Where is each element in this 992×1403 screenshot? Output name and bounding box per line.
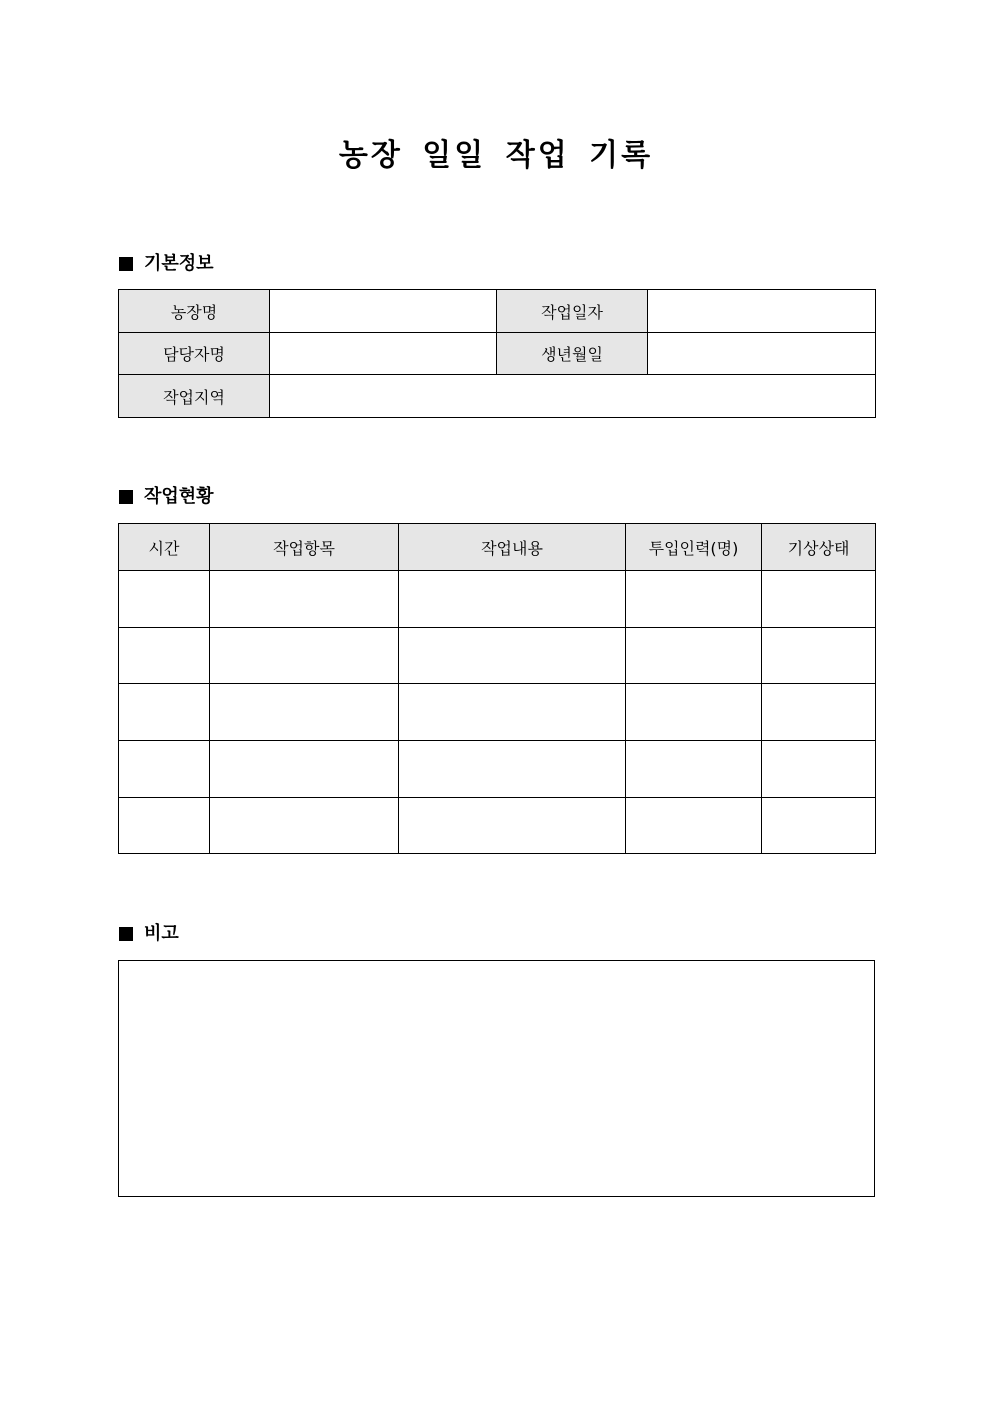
farm-name-field[interactable] — [270, 290, 497, 333]
square-bullet-icon — [119, 257, 133, 271]
work-item-cell[interactable] — [210, 798, 399, 854]
birth-date-label: 생년월일 — [497, 333, 648, 375]
work-item-cell[interactable] — [210, 684, 399, 741]
section-heading-label: 기본정보 — [144, 253, 214, 274]
table-row — [119, 571, 876, 628]
work-area-label: 작업지역 — [119, 375, 270, 418]
work-date-field[interactable] — [648, 290, 876, 333]
manager-name-field[interactable] — [270, 333, 497, 375]
work-content-cell[interactable] — [399, 684, 626, 741]
weather-cell[interactable] — [762, 798, 876, 854]
workforce-cell[interactable] — [626, 741, 762, 798]
workforce-cell[interactable] — [626, 628, 762, 684]
weather-cell[interactable] — [762, 628, 876, 684]
column-header-weather: 기상상태 — [762, 524, 876, 571]
workforce-cell[interactable] — [626, 798, 762, 854]
section-heading-basic-info — [119, 252, 214, 276]
square-bullet-icon — [119, 927, 133, 941]
work-content-cell[interactable] — [399, 628, 626, 684]
work-content-cell[interactable] — [399, 798, 626, 854]
column-header-workforce: 투입인력(명) — [626, 524, 762, 571]
time-cell[interactable] — [119, 741, 210, 798]
section-heading-work-status — [119, 485, 214, 509]
workforce-cell[interactable] — [626, 571, 762, 628]
square-bullet-icon — [119, 490, 133, 504]
column-header-work-content: 작업내용 — [399, 524, 626, 571]
weather-cell[interactable] — [762, 571, 876, 628]
section-heading-label: 비고 — [144, 923, 179, 944]
table-row — [119, 798, 876, 854]
farm-name-label: 농장명 — [119, 290, 270, 333]
table-row — [119, 628, 876, 684]
section-heading-remarks — [119, 922, 179, 946]
time-cell[interactable] — [119, 798, 210, 854]
work-date-label: 작업일자 — [497, 290, 648, 333]
table-row — [119, 684, 876, 741]
basic-info-table — [118, 289, 876, 418]
work-item-cell[interactable] — [210, 571, 399, 628]
time-cell[interactable] — [119, 628, 210, 684]
column-header-work-item: 작업항목 — [210, 524, 399, 571]
work-item-cell[interactable] — [210, 741, 399, 798]
weather-cell[interactable] — [762, 684, 876, 741]
work-status-table — [118, 523, 876, 854]
time-cell[interactable] — [119, 684, 210, 741]
birth-date-field[interactable] — [648, 333, 876, 375]
manager-name-label: 담당자명 — [119, 333, 270, 375]
workforce-cell[interactable] — [626, 684, 762, 741]
remarks-field[interactable] — [118, 960, 875, 1197]
weather-cell[interactable] — [762, 741, 876, 798]
column-header-time: 시간 — [119, 524, 210, 571]
section-heading-label: 작업현황 — [144, 486, 214, 507]
work-item-cell[interactable] — [210, 628, 399, 684]
work-area-field[interactable] — [270, 375, 876, 418]
work-content-cell[interactable] — [399, 741, 626, 798]
page-title: 농장 일일 작업 기록 — [338, 138, 654, 173]
work-content-cell[interactable] — [399, 571, 626, 628]
time-cell[interactable] — [119, 571, 210, 628]
table-row — [119, 741, 876, 798]
